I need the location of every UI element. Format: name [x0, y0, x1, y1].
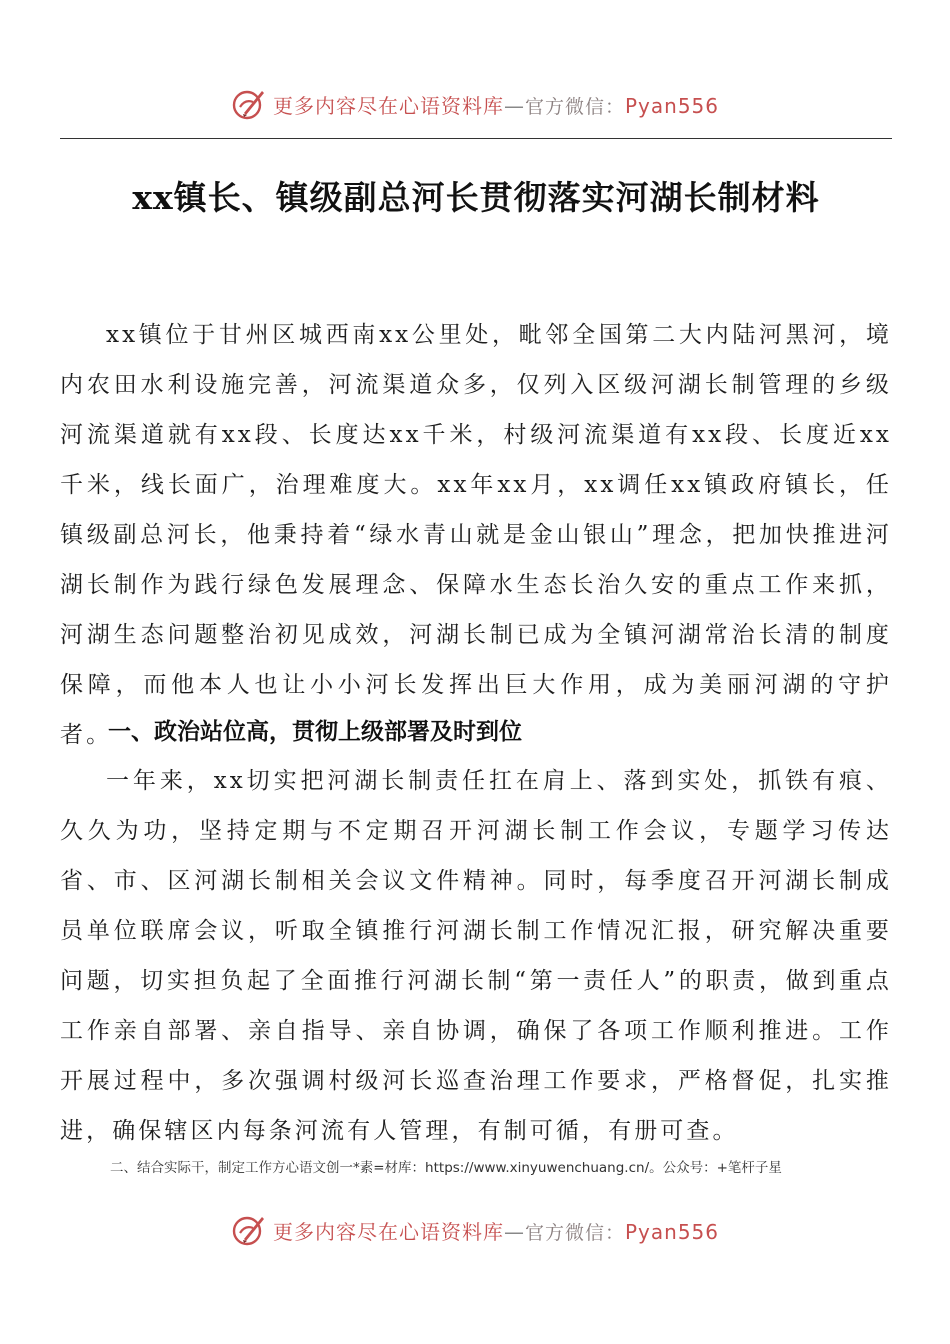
pen-logo-icon	[231, 1212, 267, 1248]
banner-official-label: 官方微信：	[524, 95, 625, 118]
banner-wechat-id: Pyan556	[625, 93, 720, 118]
banner-dash: —	[503, 1219, 525, 1244]
banner-dash: —	[503, 93, 525, 118]
paragraph-2-text: 一年来，xx切实把河湖长制责任扛在肩上、落到实处，抓铁有痕、久久为功，坚持定期与不定期召开河湖长制工作会议，专题学习传达省、市、区河湖长制相关会议文件精神。同时，每季度召开河湖长制成员单位联席会议，听取全镇推行河湖长制工作情况汇报，研究解决重要问题，切实担负起了全面推行河湖长制“第一责任人”的职责，做到重点工作亲自部署、亲自指导、亲自协调，确保了各项工作顺利推进。工作开展过程中，多次强调村级河长巡查治理工作要求，严格督促，扎实推进，确保辖区内每条河流有人管理，有制可循，有册可查。	[60, 768, 892, 1144]
footer-banner-text	[273, 1216, 719, 1245]
header-divider	[60, 138, 892, 139]
header-banner-text	[273, 90, 719, 119]
header-banner	[0, 84, 950, 124]
footer-banner	[0, 1210, 950, 1250]
banner-wechat-id: Pyan556	[625, 1219, 720, 1244]
pen-logo-icon	[231, 86, 267, 122]
footer-note: 二、结合实际干，制定工作方心语文创一*素=材库：https://www.xinyuwenchuang.cn/。公众号：+笔杆子星	[110, 1160, 782, 1176]
paragraph-2	[60, 756, 892, 1156]
document-title: xx镇长、镇级副总河长贯彻落实河湖长制材料	[132, 178, 820, 217]
section-heading-1: 一、政治站位高，贯彻上级部署及时到位	[108, 719, 522, 745]
banner-main-text: 更多内容尽在心语资料库	[272, 93, 504, 118]
banner-official-label: 官方微信：	[524, 1221, 625, 1244]
paragraph-1-text: xx镇位于甘州区城西南xx公里处，毗邻全国第二大内陆河黑河，境内农田水利设施完善，河流渠道众多，仅列入区级河湖长制管理的乡级河流渠道就有xx段、长度达xx千米，村级河流渠道有xx段、长度近xx千米，线长面广，治理难度大。xx年xx月，xx调任xx镇政府镇长，任镇级副总河长，他秉持着“绿水青山就是金山银山”理念，把加快推进河湖长制作为践行绿色发展理念、保障水生态长治久安的重点工作来抓，河湖生态问题整治初见成效，河湖长制已成为全镇河湖常治长清的制度保障，而他本人也让小小河长发挥出巨大作用，成为美丽河湖的守护者。	[60, 322, 892, 748]
paragraph-1	[60, 310, 892, 760]
banner-main-text: 更多内容尽在心语资料库	[272, 1219, 504, 1244]
